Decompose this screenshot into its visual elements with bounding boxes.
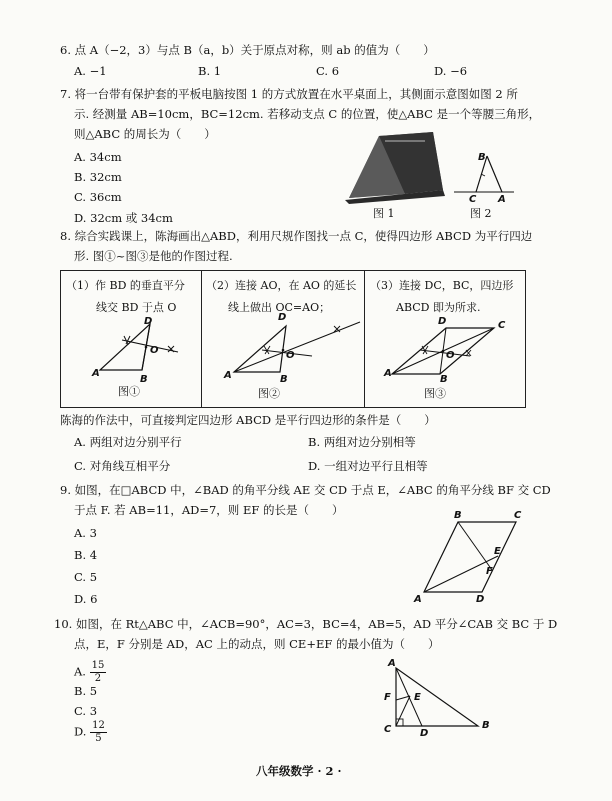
q7-option-d: D. 32cm 或 34cm [74,211,173,225]
step1-caption: 图① [118,385,140,398]
q9-label-d: D [476,594,485,605]
q9-line1: 9. 如图，在□ABCD 中，∠BAD 的角平分线 AE 交 CD 于点 E，∠ABC 的角平分线 BF 交 CD [60,483,551,497]
step2-caption: 图② [258,387,280,400]
q6-option-b: B. 1 [198,64,222,78]
q6-option-a: A. −1 [74,64,107,78]
q8-line1: 8. 综合实践课上，陈海画出△ABD，利用尺规作图找一点 C，使得四边形 ABCD 为平行四边 [60,229,533,243]
q10-option-d [74,720,107,745]
q8-option-d: D. 一组对边平行且相等 [308,459,428,473]
q10-option-a-denominator: 2 [94,673,102,684]
step3-label-o: O [446,350,455,361]
q10-label-b: B [482,720,490,731]
step2-diagram [228,312,368,382]
q9-label-a: A [414,594,422,605]
step3-label-d: D [438,316,447,327]
q9-option-b: B. 4 [74,548,98,562]
step2-label-o: O [286,350,295,361]
q10-option-a [74,660,106,685]
fig2-triangle-diagram [452,146,522,204]
q7-option-a: A. 34cm [74,150,122,164]
q10-option-c: C. 3 [74,704,98,718]
step1-label-d: D [144,316,153,327]
q10-right-triangle-diagram [390,664,490,734]
q10-option-a-numerator: 15 [91,660,105,671]
q7-line2: 示. 经测量 AB=10cm，BC=12cm. 若移动支点 C 的位置，使△ABC 是一个等腰三角形， [74,107,541,121]
q7-line1: 7. 将一台带有保护套的平板电脑按图 1 的方式放置在水平桌面上，其侧面示意图如图 2 所 [60,87,518,101]
step2-label-a: A [224,370,232,381]
q10-option-b: B. 5 [74,684,98,698]
q10-option-d-fraction [90,720,107,745]
q8-option-c: C. 对角线互相平分 [74,459,171,473]
q9-option-d: D. 6 [74,592,98,606]
step2-label-d: D [278,312,287,323]
q6-option-c: C. 6 [316,64,340,78]
fig2-caption: 图 2 [470,207,492,220]
q8-option-a: A. 两组对边分别平行 [74,435,182,449]
q9-label-f: F [486,566,493,577]
step3-text-line2: ABCD 即为所求. [396,301,481,314]
q10-label-f: F [384,692,391,703]
step1-text-line2: 线交 BD 于点 O [96,301,177,314]
tablet-photo-figure [335,128,445,204]
step1-diagram [92,318,188,380]
step3-text-line1: （3）连接 DC，BC，四边形 [370,279,514,292]
step2-text-line1: （2）连接 AO，在 AO 的延长 [206,279,357,292]
q10-option-a-prefix: A. [74,664,86,679]
q9-parallelogram-diagram [420,518,530,598]
q9-label-c: C [514,510,522,521]
step3-label-a: A [384,368,392,379]
step2-label-b: B [280,374,288,385]
q9-option-a: A. 3 [74,526,97,540]
q10-option-d-numerator: 12 [92,720,105,731]
q10-option-d-prefix: D. [74,724,87,739]
q10-label-d: D [420,728,429,739]
q7-option-c: C. 36cm [74,190,122,204]
fig2-label-a: A [498,194,506,205]
q10-label-a: A [388,658,396,669]
q7-option-b: B. 32cm [74,170,122,184]
fig2-label-b: B [478,152,486,163]
q9-line2: 于点 F. 若 AB=11，AD=7，则 EF 的长是（ ） [74,503,344,517]
q9-label-b: B [454,510,462,521]
step3-label-b: B [440,374,448,385]
q8-line2: 形. 图①~图③是他的作图过程. [74,249,233,263]
q9-label-e: E [494,546,501,557]
q9-option-c: C. 5 [74,570,98,584]
q10-option-a-fraction [90,660,107,685]
q7-line3: 则△ABC 的周长为（ ） [74,127,216,141]
q10-option-d-denominator: 5 [95,733,102,744]
q10-line2: 点，E，F 分别是 AD，AC 上的动点，则 CE+EF 的最小值为（ ） [74,637,440,651]
q10-line1: 10. 如图，在 Rt△ABC 中，∠ACB=90°，AC=3，BC=4，AB=5，AD 平分∠CAB 交 BC 于 D [54,617,558,631]
step1-label-a: A [92,368,100,379]
step1-label-o: O [150,345,159,356]
page-footer: 八年级数学 · 2 · [256,764,342,778]
q8-question: 陈海的作法中，可直接判定四边形 ABCD 是平行四边形的条件是（ ） [60,413,436,427]
q10-label-c: C [384,724,392,735]
q8-option-b: B. 两组对边分别相等 [308,435,416,449]
fig2-label-c: C [469,194,477,205]
q6-stem: 6. 点 A（−2，3）与点 B（a，b）关于原点对称，则 ab 的值为（ ） [60,43,435,57]
q10-label-e: E [414,692,421,703]
step1-text-line1: （1）作 BD 的垂直平分 [66,279,185,292]
q6-option-d: D. −6 [434,64,468,78]
step2-text-line2: 线上做出 OC=AO； [228,301,331,314]
step3-caption: 图③ [424,387,446,400]
fig1-caption: 图 1 [373,207,395,220]
step1-label-b: B [140,374,148,385]
step3-label-c: C [498,320,506,331]
